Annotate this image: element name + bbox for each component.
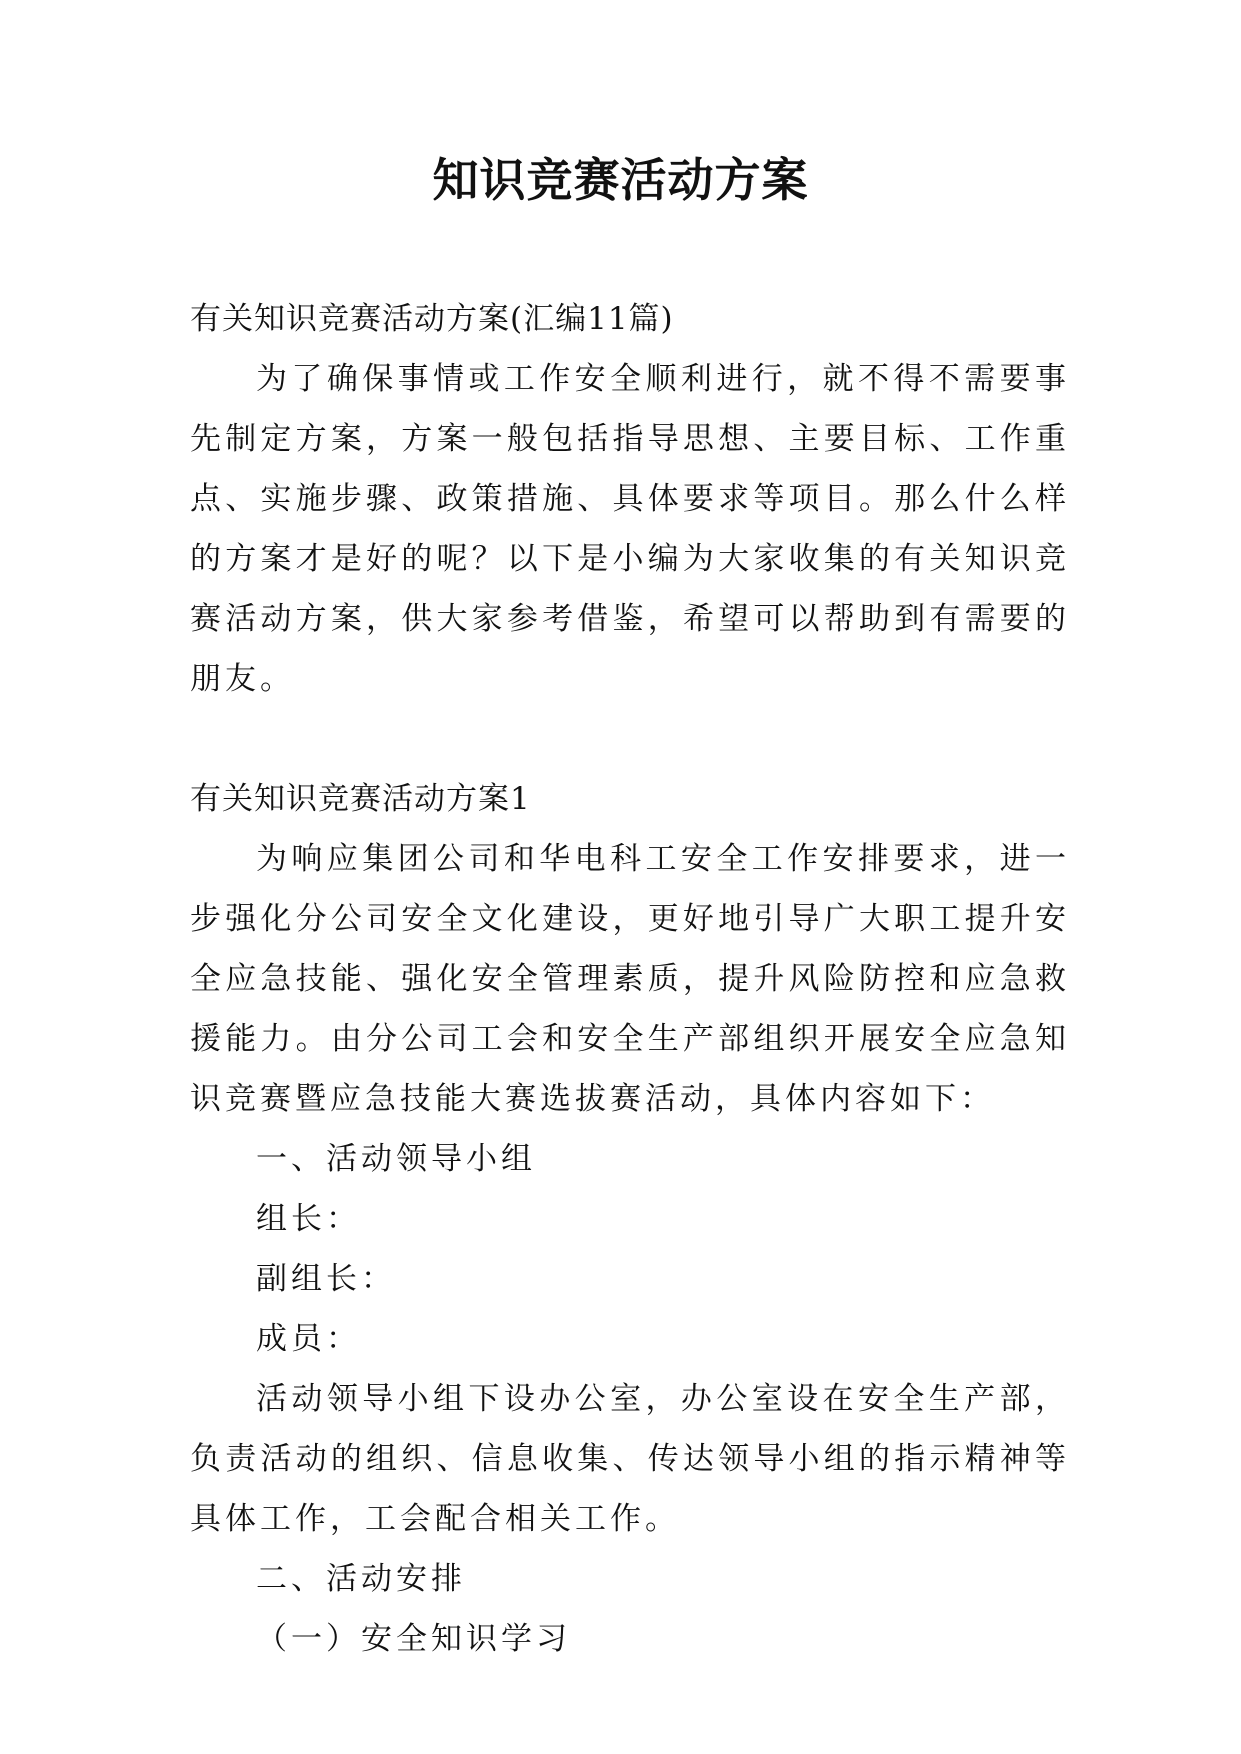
sub-item-study: （一）安全知识学习 bbox=[256, 1621, 571, 1657]
intro-heading: 有关知识竞赛活动方案(汇编11篇) bbox=[190, 301, 674, 337]
office-paragraph: 活动领导小组下设办公室，办公室设在安全生产部，负责活动的组织、信息收集、传达领导小组的指示精神等具体工作，工会配合相关工作。 bbox=[190, 1381, 1070, 1537]
leader-line: 组长： bbox=[256, 1201, 361, 1237]
intro-paragraph: 为了确保事情或工作安全顺利进行，就不得不需要事先制定方案，方案一般包括指导思想、主要目标、工作重点、实施步骤、政策措施、具体要求等项目。那么什么样的方案才是好的呢？以下是小编为大家收集的有关知识竞赛活动方案，供大家参考借鉴，希望可以帮助到有需要的朋友。 bbox=[190, 361, 1070, 697]
item-leadership: 一、活动领导小组 bbox=[256, 1141, 536, 1177]
spacer bbox=[190, 709, 1070, 769]
deputy-leader-line: 副组长： bbox=[256, 1261, 396, 1297]
item-arrangement: 二、活动安排 bbox=[256, 1561, 466, 1597]
section1-paragraph: 为响应集团公司和华电科工安全工作安排要求，进一步强化分公司安全文化建设，更好地引导广大职工提升安全应急技能、强化安全管理素质，提升风险防控和应急救援能力。由分公司工会和安全生产部组织开展安全应急知识竞赛暨应急技能大赛选拔赛活动，具体内容如下： bbox=[190, 841, 1070, 1117]
members-line: 成员： bbox=[256, 1321, 361, 1357]
section1-heading: 有关知识竞赛活动方案1 bbox=[190, 781, 531, 817]
document-title: 知识竞赛活动方案 bbox=[432, 153, 809, 207]
document-body bbox=[190, 289, 1070, 1669]
